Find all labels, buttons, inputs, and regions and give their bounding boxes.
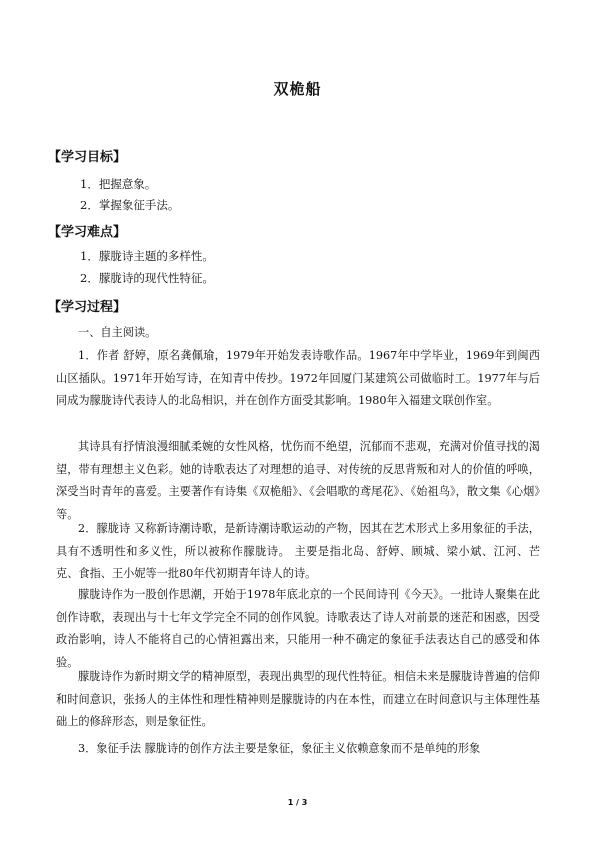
body-paragraph: 2．朦胧诗 又称新诗潮诗歌，是新诗潮诗歌运动的产物，因其在艺术形式上多用象征的手法，具有不透明性和多义性，所以被称作朦胧诗。 主要是指北岛、舒婷、顾城、梁小斌、江河、芒克、食指、王小妮等一批80年代初期青年诗人的诗。 — [56, 522, 540, 580]
difficulty-item: 2．朦胧诗的现代性特征。 — [80, 271, 214, 285]
page-number: 1 / 3 — [287, 798, 308, 807]
body-paragraph: 一、自主阅读。 — [78, 326, 157, 339]
body-paragraph: 朦胧诗作为一股创作思潮，开始于1978年底北京的一个民间诗刊《今天》。一批诗人聚集在此创作诗歌，表现出与十七年文学完全不同的创作风貌。诗歌表达了诗人对前景的迷茫和困惑，因受政治影响，诗人不能将自己的心情袒露出来，只能用一种不确定的象征手法表达自己的感受和体验。 — [56, 588, 540, 669]
body-paragraph: 其诗具有抒情浪漫细腻柔婉的女性风格，忧伤而不绝望，沉郁而不悲观，充满对价值寻找的渴望，带有理想主义色彩。她的诗歌表达了对理想的追寻、对传统的反思背叛和对人的价值的呼唤，深受当时青年的喜爱。主要著作有诗集《双桅船》、《会唱歌的鸢尾花》、《始祖鸟》，散文集《心烟》等。 — [56, 440, 540, 521]
body-paragraph: 1．作者 舒婷，原名龚佩瑜，1979年开始发表诗歌作品。1967年中学毕业，1969年到闽西山区插队。1971年开始写诗，在知青中传抄。1972年回厦门某建筑公司做临时工。1977年与后同成为朦胧诗代表诗人的北岛相识，并在创作方面受其影响。1980年入福建文联创作室。 — [56, 349, 540, 407]
body-paragraph: 3．象征手法 朦胧诗的创作方法主要是象征，象征主义依赖意象而不是单纯的形象 — [78, 742, 481, 755]
section-heading-process: 【学习过程】 — [48, 300, 127, 315]
page-title: 双桅船 — [273, 80, 322, 98]
body-paragraph: 朦胧诗作为新时期文学的精神原型，表现出典型的现代性特征。相信未来是朦胧诗普遍的信仰和时间意识，张扬人的主体性和理性精神则是朦胧诗的内在本性，而建立在时间意识与主体理性基础上的修辞形态，则是象征性。 — [56, 670, 540, 728]
goal-item: 2．掌握象征手法。 — [80, 198, 180, 212]
goal-item: 1．把握意象。 — [80, 177, 157, 191]
difficulty-item: 1．朦胧诗主题的多样性。 — [80, 249, 214, 263]
section-heading-difficulties: 【学习难点】 — [48, 225, 127, 240]
section-heading-goals: 【学习目标】 — [48, 150, 127, 165]
